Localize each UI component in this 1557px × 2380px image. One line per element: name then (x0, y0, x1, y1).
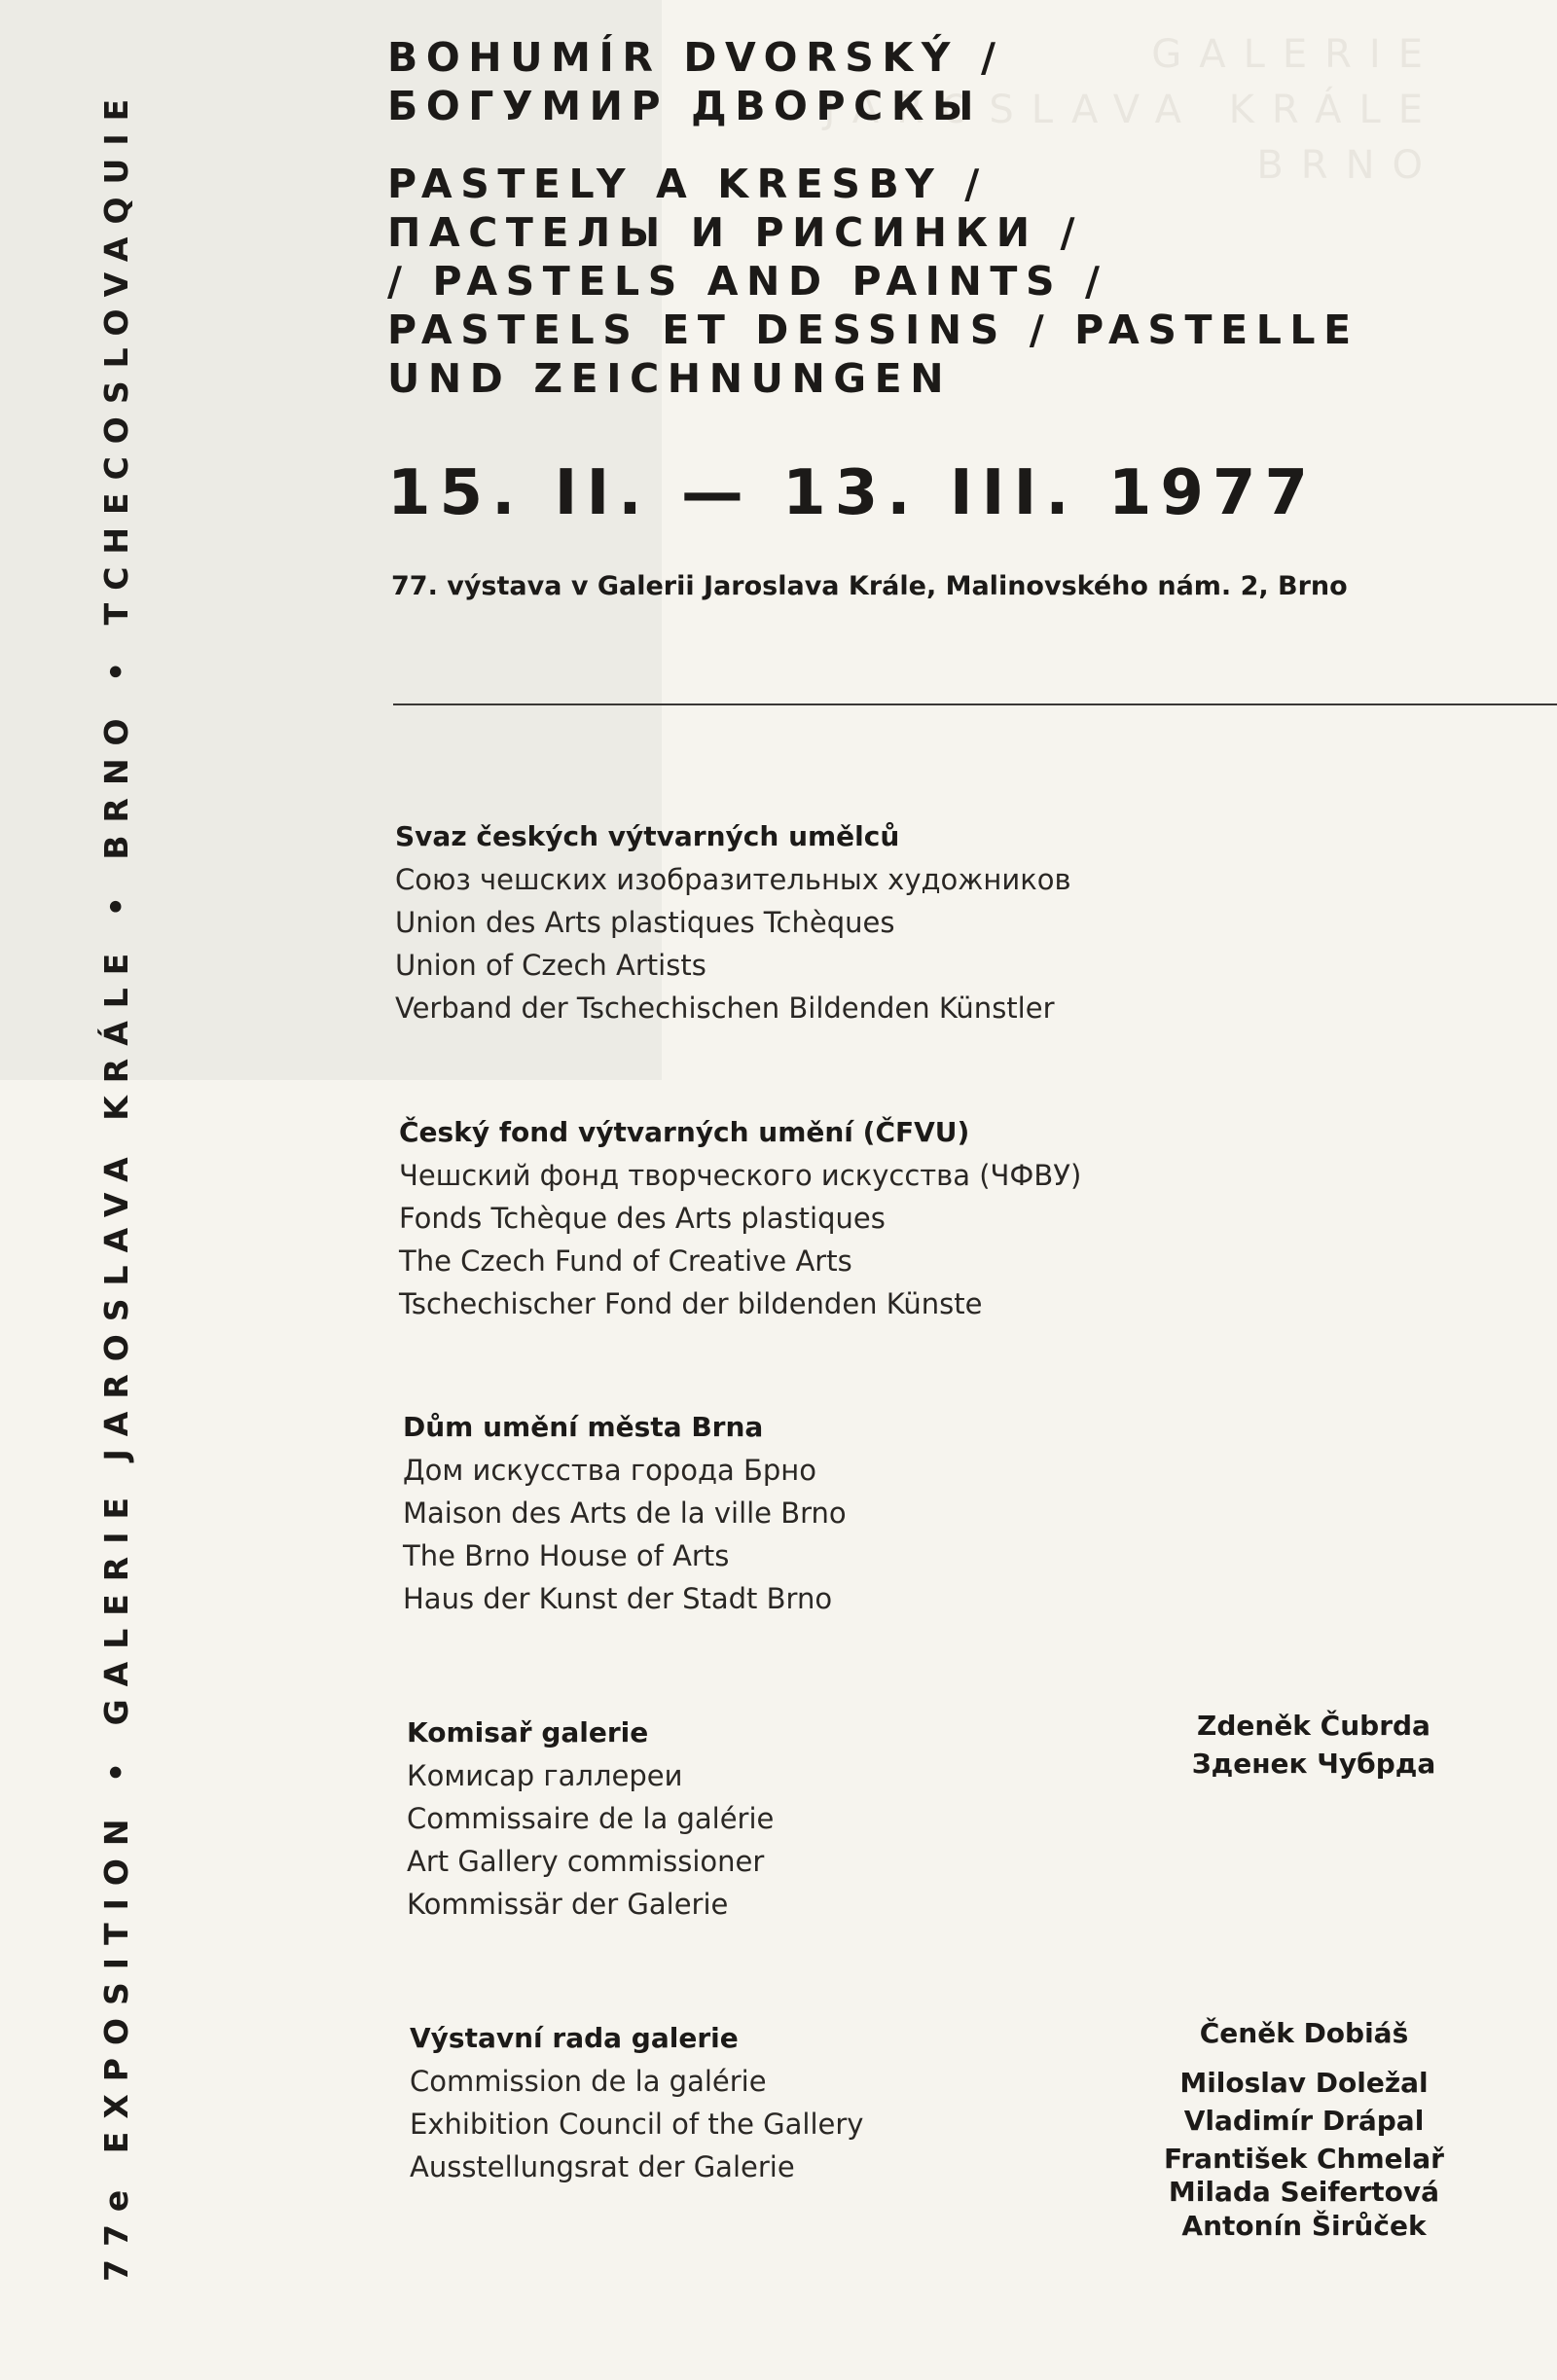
commissioner-section (407, 1712, 1283, 1926)
section-line: Союз чешских изобразительных художников (395, 863, 1071, 896)
person-name: Milada Seifertová (1168, 2176, 1440, 2208)
section-line: Haus der Kunst der Stadt Brno (403, 1582, 833, 1615)
show-through-line: BRNO (1256, 143, 1440, 188)
section-line: Verband der Tschechischen Bildenden Künstler (395, 992, 1055, 1025)
section-line: The Brno House of Arts (403, 1539, 730, 1572)
council-names (1139, 2014, 1469, 2245)
commissioner-names (1168, 1707, 1460, 1783)
section-line: Ausstellungsrat der Galerie (410, 2150, 795, 2183)
artist-name-line: БОГУМИР ДВОРСКЫ (387, 83, 983, 129)
person-name: Čeněk Dobiáš (1199, 2017, 1409, 2049)
section-line: Чешский фонд творческого искусства (ЧФВУ) (399, 1159, 1082, 1192)
section-line: Union of Czech Artists (395, 949, 706, 982)
exhibition-title-line: PASTELY A KRESBY / (387, 161, 988, 207)
section-heading: Český fond výtvarných umění (ČFVU) (399, 1116, 970, 1148)
section-line: Tschechischer Fond der bildenden Künste (399, 1287, 983, 1320)
exhibition-title-line: PASTELS ET DESSINS / PASTELLE (387, 307, 1359, 353)
section-line: Commission de la galérie (410, 2065, 767, 2098)
person-name: Zdeněk Čubrda (1197, 1710, 1430, 1742)
organizer-section (395, 815, 1271, 1029)
exhibition-title-line: ПАСТЕЛЫ И РИСИНКИ / (387, 209, 1084, 256)
person-name: Зденек Чубрда (1191, 1748, 1436, 1780)
section-line: Commissaire de la galérie (407, 1802, 775, 1835)
section-line: Art Gallery commissioner (407, 1845, 765, 1878)
spine-text: 77e EXPOSITION • GALERIE JAROSLAVA KRÁLE • BRNO • TCHECOSLOVAQUIE (97, 86, 135, 2282)
section-line: Kommissär der Galerie (407, 1888, 729, 1921)
section-line: Комисар галлереи (407, 1759, 683, 1792)
person-name: Antonín Širůček (1181, 2210, 1427, 2242)
section-line: The Czech Fund of Creative Arts (399, 1244, 852, 1278)
section-line: Union des Arts plastiques Tchèques (395, 906, 895, 939)
show-through-line: JAROSLAVA KRÁLE (823, 88, 1440, 132)
spine-column (0, 0, 135, 2282)
person-name: František Chmelař (1164, 2143, 1444, 2175)
exhibition-dates: 15. II. — 13. III. 1977 (387, 457, 1317, 529)
section-heading: Výstavní rada galerie (410, 2022, 739, 2054)
section-line: Maison des Arts de la ville Brno (403, 1497, 847, 1530)
section-line: Fonds Tchèque des Arts plastiques (399, 1202, 886, 1235)
divider (393, 703, 1557, 705)
exhibition-venue: 77. výstava v Galerii Jaroslava Krále, Malinovského nám. 2, Brno (391, 571, 1348, 601)
artist-name-line: BOHUMÍR DVORSKÝ / (387, 34, 1004, 81)
person-name: Miloslav Doležal (1179, 2067, 1429, 2099)
exhibition-title-line: / PASTELS AND PAINTS / (387, 258, 1108, 305)
section-line: Дом искусства города Брно (403, 1454, 817, 1487)
exhibition-title-line: UND ZEICHNUNGEN (387, 355, 953, 402)
show-through-line: GALERIE (1151, 32, 1440, 77)
section-line: Exhibition Council of the Gallery (410, 2108, 864, 2141)
section-heading: Komisař galerie (407, 1716, 649, 1749)
organizer-section (403, 1406, 1279, 1620)
section-heading: Dům umění města Brna (403, 1411, 764, 1443)
exhibition-header (387, 33, 1360, 403)
section-heading: Svaz českých výtvarných umělců (395, 820, 900, 852)
person-name: Vladimír Drápal (1183, 2105, 1425, 2137)
organizer-section (399, 1111, 1275, 1325)
